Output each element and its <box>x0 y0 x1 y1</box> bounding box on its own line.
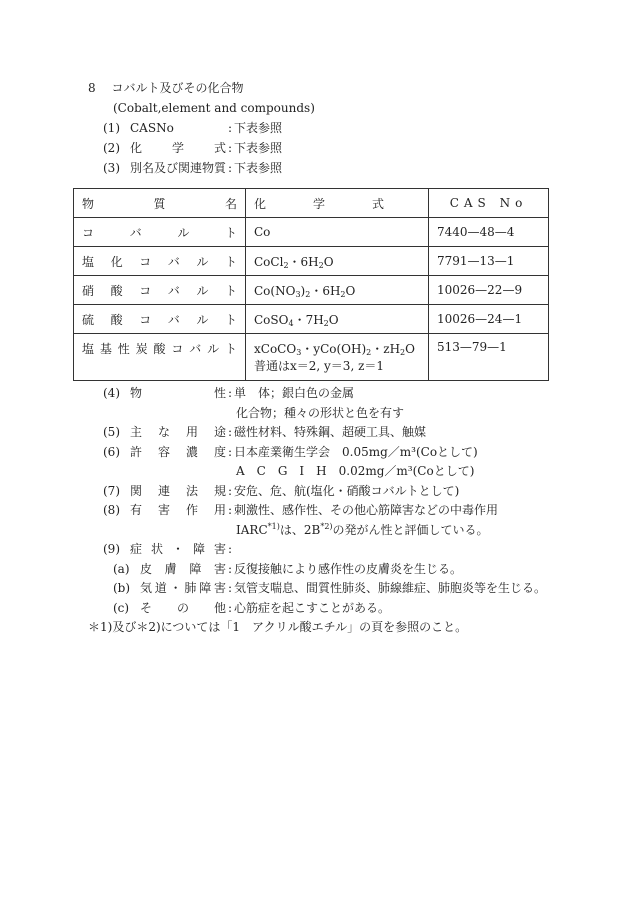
table-row <box>74 276 549 305</box>
formula-note: 普通はx＝2, y＝3, z＝1 <box>254 359 385 373</box>
colon: : <box>227 121 233 135</box>
item-label: 皮膚障害 <box>140 561 226 576</box>
item-label: 別名及び関連物質 <box>130 161 227 175</box>
formula-cell <box>246 218 429 247</box>
footnote: ＊1)及び＊2)については「1 アクリル酸エチル」の頁を参照のこと。 <box>88 620 468 634</box>
substance-name: 硫酸コバルト <box>82 312 237 327</box>
item-label: 主な用途 <box>130 425 226 439</box>
colon: : <box>227 542 233 556</box>
table-header-row <box>74 189 549 218</box>
cas-number: 10026—24—1 <box>429 305 549 334</box>
item-label: 有害作用 <box>130 503 226 517</box>
item-value: 気管支喘息、間質性肺炎、肺線維症、肺胞炎等を生じる。 <box>234 581 547 595</box>
substance-name: コバルト <box>82 225 237 240</box>
item-label: 許容濃度 <box>130 444 226 459</box>
item-number: (6) <box>103 444 120 459</box>
header-substance-cell <box>74 189 246 218</box>
colon: : <box>227 600 233 615</box>
item-label: 物性 <box>130 386 226 400</box>
subscript: 2 <box>318 260 324 270</box>
item-number: (7) <box>103 483 120 498</box>
symptom-item <box>113 562 462 576</box>
item-number: (5) <box>103 425 120 439</box>
item-top <box>103 121 282 135</box>
table-row <box>74 218 549 247</box>
formula-cell <box>246 276 429 305</box>
cas-number: 10026—22—9 <box>429 276 549 305</box>
substance-name-cell <box>74 247 246 276</box>
item-value-continued: A C G I H 0.02mg／m³(Coとして) <box>236 464 475 478</box>
item-value: 安危、危、航(塩化・硝酸コバルトとして) <box>234 483 460 498</box>
colon: : <box>227 386 233 400</box>
colon: : <box>227 161 233 175</box>
subscript: 2 <box>400 348 406 357</box>
item-label: 症状・障害 <box>130 542 226 556</box>
subscript: 2 <box>340 289 346 299</box>
item-number: (b) <box>113 581 131 595</box>
chemical-formula: Co <box>254 225 271 239</box>
chemical-formula: $Co(NO_3)_2$・$6H_2O$ <box>254 283 356 299</box>
subscript: 2 <box>305 289 311 299</box>
colon: : <box>227 141 233 155</box>
item-value: 下表参照 <box>234 161 283 175</box>
substance-name-cell <box>74 276 246 305</box>
item-value: 下表参照 <box>234 141 283 155</box>
colon: : <box>227 425 233 439</box>
colon: : <box>227 503 233 517</box>
compound-table <box>73 188 549 381</box>
property-item <box>103 445 478 459</box>
colon: : <box>227 444 233 459</box>
cas-number: 7791—13—1 <box>429 247 549 276</box>
property-item <box>103 386 354 400</box>
subscript: 4 <box>288 318 294 328</box>
iarc-text: IARC$^{*1)}$は、$2B^{*2)}$の発がん性と評価している。 <box>236 521 489 537</box>
item-value: 刺激性、感作性、その他心筋障害などの中毒作用 <box>234 503 499 517</box>
formula-cell <box>246 334 429 381</box>
item-value: 磁性材料、特殊鋼、超硬工具、触媒 <box>234 425 427 439</box>
colon: : <box>227 483 233 498</box>
property-item <box>103 542 234 556</box>
header-formula-cell <box>246 189 429 218</box>
item-number: (3) <box>103 161 120 175</box>
item-value: 単 体；銀白色の金属 <box>234 386 355 400</box>
subscript: 2 <box>323 318 329 328</box>
formula-cell <box>246 305 429 334</box>
subscript: 3 <box>295 289 301 299</box>
item-label: CASNo <box>130 121 174 135</box>
item-value: 日本産業衛生学会 0.05mg／m³(Coとして) <box>234 444 478 459</box>
table-row <box>74 334 549 381</box>
substance-name-cell <box>74 305 246 334</box>
colon: : <box>227 581 233 595</box>
property-item <box>103 425 426 439</box>
subscript: 2 <box>366 348 372 357</box>
header-formula: 化学式 <box>254 196 384 211</box>
item-label: 化学式 <box>130 141 226 155</box>
superscript: *1) <box>267 521 280 531</box>
chemical-formula: CoCl$_2$・$6H_2O$ <box>254 254 334 270</box>
item-number: (4) <box>103 386 120 400</box>
table-row <box>74 247 549 276</box>
cas-number: 513—79—1 <box>429 334 549 381</box>
section-english-title: (Cobalt,element and compounds) <box>113 101 315 115</box>
item-number: (c) <box>113 600 130 615</box>
symptom-item <box>113 601 390 615</box>
item-number: (2) <box>103 141 120 155</box>
property-item <box>103 484 459 498</box>
subscript: 2 <box>283 260 289 270</box>
item-top <box>103 141 282 155</box>
item-label: 関連法規 <box>130 483 226 498</box>
item-value-continued: 化合物；種々の形状と色を有す <box>236 405 405 420</box>
item-top <box>103 161 282 175</box>
item-number: (9) <box>103 542 120 556</box>
item-label: 気道・肺障害 <box>140 581 226 595</box>
item-value: 反復接触により感作性の皮膚炎を生じる。 <box>234 561 463 576</box>
substance-name: 塩基性炭酸コバルト <box>82 342 237 356</box>
item-number: (8) <box>103 503 120 517</box>
table-row <box>74 305 549 334</box>
chemical-formula: xCoCO$_3$・$yCo(OH)_2$・$zH_2O$ <box>254 342 415 357</box>
substance-name: 塩化コバルト <box>82 254 237 269</box>
item-label: その他 <box>140 600 226 615</box>
header-substance: 物質名 <box>82 196 237 211</box>
item-number: (1) <box>103 121 120 135</box>
header-cas: CAS No <box>429 189 549 218</box>
symptom-item <box>113 581 546 595</box>
substance-name: 硝酸コバルト <box>82 283 237 298</box>
superscript: *2) <box>320 521 333 531</box>
substance-name-cell <box>74 218 246 247</box>
section-title: コバルト及びその化合物 <box>111 81 244 95</box>
item-number: (a) <box>113 561 130 576</box>
formula-cell <box>246 247 429 276</box>
substance-name-cell <box>74 334 246 381</box>
item-value: 下表参照 <box>234 121 283 135</box>
colon: : <box>227 561 233 576</box>
item-value: 心筋症を起こすことがある。 <box>234 600 391 615</box>
property-item <box>103 503 498 517</box>
subscript: 3 <box>296 348 302 357</box>
section-number: 8 <box>88 81 96 95</box>
cas-number: 7440—48—4 <box>429 218 549 247</box>
section-heading-line <box>88 81 243 95</box>
iarc-note <box>236 523 489 537</box>
chemical-formula: CoSO$_4$・$7H_2O$ <box>254 312 339 328</box>
